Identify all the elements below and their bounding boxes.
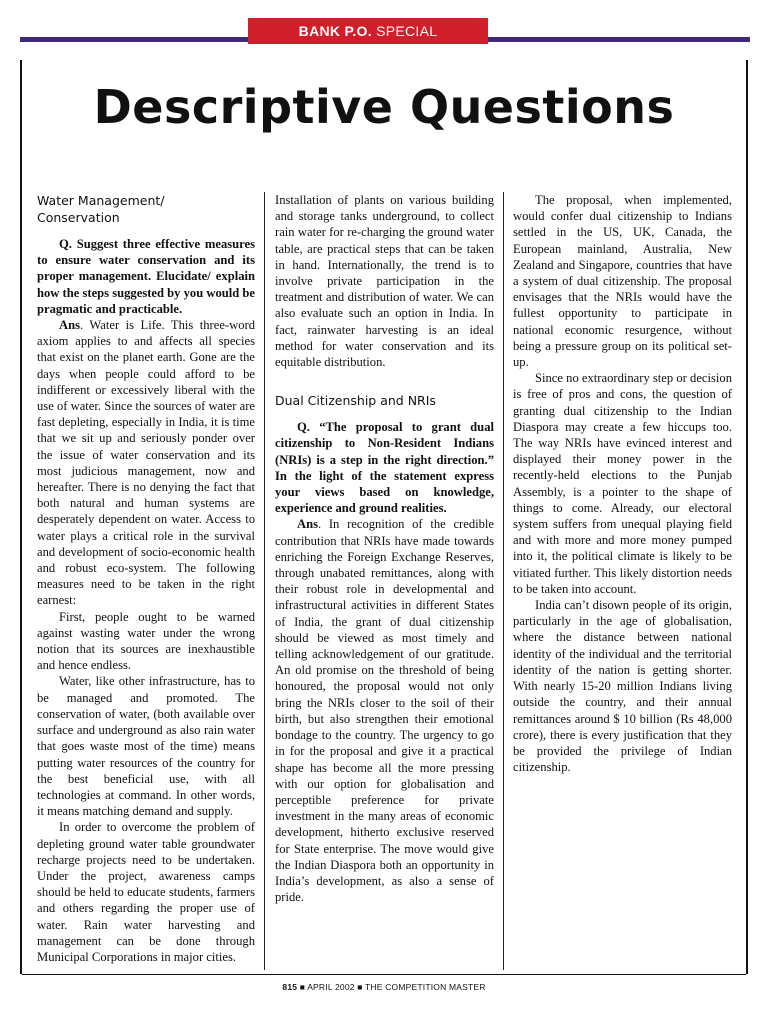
question-nri: Q. “The proposal to grant dual citizenship to Non-Resident Indians (NRIs) is a step in the right direction.” In the light of the statement express your views based on knowledge, experience and ground realities. [275,420,494,516]
section-gap [275,370,494,392]
page-border-left [20,60,22,974]
answer-nri-p1-text: . In recognition of the credible contribution that NRIs have made towards enriching the Foreign Exchange Reserves, through unabated remittances, along with their robust role in developmental and infrastructural activities in different States of India, the grant of dual citizenship should be viewed as most timely and telling acknowledgement of our gratitude. An old promise on the threshold of being honoured, the proposal would not only bring the NRIs closer to the soil of their birth, but also strengthen their emotional bondage to the country. The urgency to go in for the proposal and give it a practical shape has become all the more pressing with our option for globalisation and perceptible preference for private investment in the many areas of economic development, hitherto exclusive reserved for State enterprise. The move would give the Indian Diaspora both an opportunity in India’s development, as also a sense of pride. [275,517,494,905]
page-title: Descriptive Questions [93,80,675,134]
header-rule-right [488,37,750,42]
page-footer: 815 ■ APRIL 2002 ■ THE COMPETITION MASTER [282,982,486,992]
article-column-3 [513,192,732,775]
issue-date: APRIL 2002 [307,982,355,992]
column-divider-1 [264,192,265,970]
footer-rule [22,974,746,975]
section-heading-nri: Dual Citizenship and NRIs [275,393,436,409]
header-rule-left [20,37,248,42]
answer-text: . Water is Life. This three-word axiom applies to and affects all species that exist on the planet earth. Gone are the days when people could afford to be indifferent or excessively liberal with the use of water. Since the sources of water are fast depleting, especially in India, it is time that we sit up and seriously ponder over the issue of water conservation and its most judicious management, now and hereafter. There is no denying the fact that both natural and human systems are desperately dependent on water. Access to water plays a critical role in the survival and development of socio-economic health and robust eco-system. The following measures need to be taken in the right earnest: [37,318,255,608]
column-divider-2 [503,192,504,970]
answer-water-p4-text: In order to overcome the problem of depleting ground water table groundwater recharge projects need to be undertaken. Under the project, awareness camps should be held to educate students, farmers and others regarding the proper use of water. Rain water harvesting and management can be done through Municipal Corporations in major cities. [37,820,255,964]
heading-line-1: Water Management/ [37,193,165,208]
answer-nri-p4: India can’t disown people of its origin, particularly in the age of globalisation, where the distance between national identity of the individual and the territorial identity of the nation is getting shorter. With nearly 15-20 million Indians living outside the country, and their annual remittances around $ 10 billion (Rs 48,000 crore), there is every justification that they be provided the privilege of Indian citizenship. [513,598,732,775]
answer-nri-p3: Since no extraordinary step or decision is free of pros and cons, the question of granting dual citizenship to the Indian Diaspora may create a few hiccups too. The way NRIs have evinced interest and displayed their money power in the recently-held elections to the Punjab Assembly, is a pointer to the shape of things to come. Already, our electoral system suffers from unequal playing field and with more and more money pumped into it, the political climate is likely to be vitiated further. This likely distortion needs to be taken into account. [513,371,732,596]
section-heading-water [37,192,255,226]
answer-water-p3: Water, like other infrastructure, has to be managed and promoted. The conservation of water, (both available over surface and underground as also rain water that goes waste most of the time) means putting water resources of the country for the best beneficial use, with all technologies at command. In other words, it means matching demand and supply. [37,674,255,819]
badge-bold-text: BANK P.O. [298,23,372,39]
heading-line-2: Conservation [37,210,120,225]
answer-nri-p2: The proposal, when implemented, would confer dual citizenship to Indians settled in the US, UK, Canada, the European mainland, Australia, New Zealand and Singapore, countries that have a system of dual citizenship. The proposal envisages that the NRIs would have the fullest opportunity to participate in national economic resurgence, without being a pressure group on its political set-up. [513,193,732,370]
answer-water-p4-continued: Installation of plants on various building and storage tanks underground, to collect rain water for re-charging the ground water table, are practical steps that can be taken in hand. Internationally, the trend is to involve private participation in the treatment and distribution of water. We can also evaluate such an option in India. In fact, rainwater harvesting is an ideal method for water conservation and its equitable distribution. [275,193,494,370]
article-column-2 [275,192,494,905]
badge-text: SPECIAL [376,23,438,39]
question-water: Q. Suggest three effective measures to ensure water conservation and its proper management. Elucidate/ explain how the steps suggested by you would be pragmatic and practicable. [37,237,255,316]
answer-water-p2: First, people ought to be warned against wasting water under the wrong notion that its sources are inexhaustible and hence endless. [37,609,255,673]
answer-nri-p1 [275,516,494,905]
section-badge [248,18,488,44]
answer-label-nri: Ans [297,517,318,532]
answer-water-p1 [37,317,255,609]
page-border-right [746,60,748,974]
answer-water-p4 [37,819,255,965]
answer-label: Ans [59,318,80,333]
magazine-name: THE COMPETITION MASTER [365,982,486,992]
article-column-1 [37,192,255,965]
page-number: 815 [282,982,298,992]
